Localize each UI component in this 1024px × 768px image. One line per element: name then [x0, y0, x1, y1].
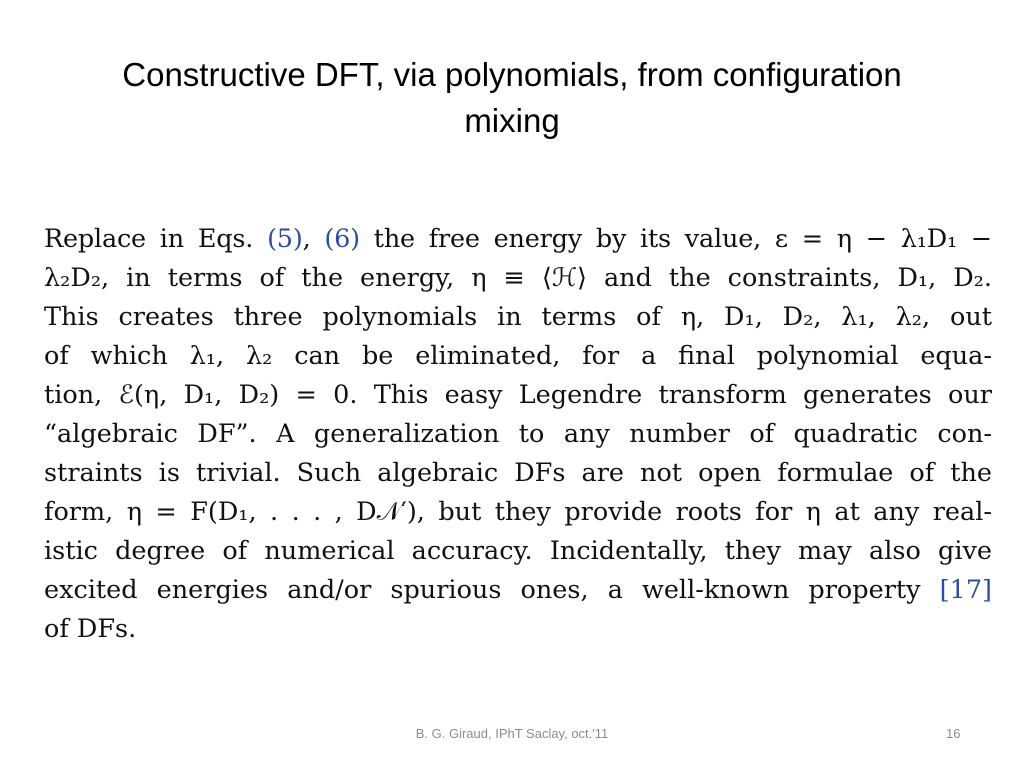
excerpt-line-9: istic degree of numerical accuracy. Incidentally, they may also give [44, 536, 992, 566]
excerpt-line-2: λ₂D₂, in terms of the energy, η ≡ ⟨ℋ⟩ and the constraints, D₁, D₂. [44, 263, 992, 293]
excerpt-line-8: form, η = F(D₁, . . . , D𝒩′), but they provide roots for η at any real- [44, 497, 992, 527]
excerpt-line-1 [44, 220, 992, 259]
slide-title-line-1: Constructive DFT, via polynomials, from configuration [122, 56, 902, 93]
ref-separator: , [302, 224, 325, 254]
ref-17-link[interactable]: [17] [939, 575, 992, 605]
excerpt-line-6: “algebraic DF”. A generalization to any number of quadratic con- [44, 419, 992, 449]
excerpt-line-7: straints is trivial. Such algebraic DFs are not open formulae of the [44, 458, 992, 488]
eq-6-link[interactable]: (6) [324, 224, 360, 254]
excerpt-line-4: of which λ₁, λ₂ can be eliminated, for a final polynomial equa- [44, 341, 992, 371]
slide-title [60, 52, 964, 144]
slide-title-line-2: mixing [464, 102, 560, 139]
excerpt-line-1-suffix: the free energy by its value, ε = η − λ₁D₁ − [359, 224, 993, 254]
excerpt-line-1-prefix: Replace in Eqs. [44, 224, 268, 254]
eq-5-link[interactable]: (5) [267, 224, 303, 254]
excerpt-line-3: This creates three polynomials in terms of η, D₁, D₂, λ₁, λ₂, out [44, 302, 992, 332]
footer-credit: B. G. Giraud, IPhT Saclay, oct.'11 [415, 726, 609, 741]
excerpt-line-10-prefix: excited energies and/or spurious ones, a well-known property [44, 575, 940, 605]
paper-excerpt [44, 220, 992, 649]
excerpt-line-10 [44, 571, 992, 610]
excerpt-line-5: tion, ℰ(η, D₁, D₂) = 0. This easy Legendre transform generates our [44, 380, 992, 410]
slide-number: 16 [946, 726, 961, 741]
excerpt-line-11: of DFs. [44, 614, 137, 644]
